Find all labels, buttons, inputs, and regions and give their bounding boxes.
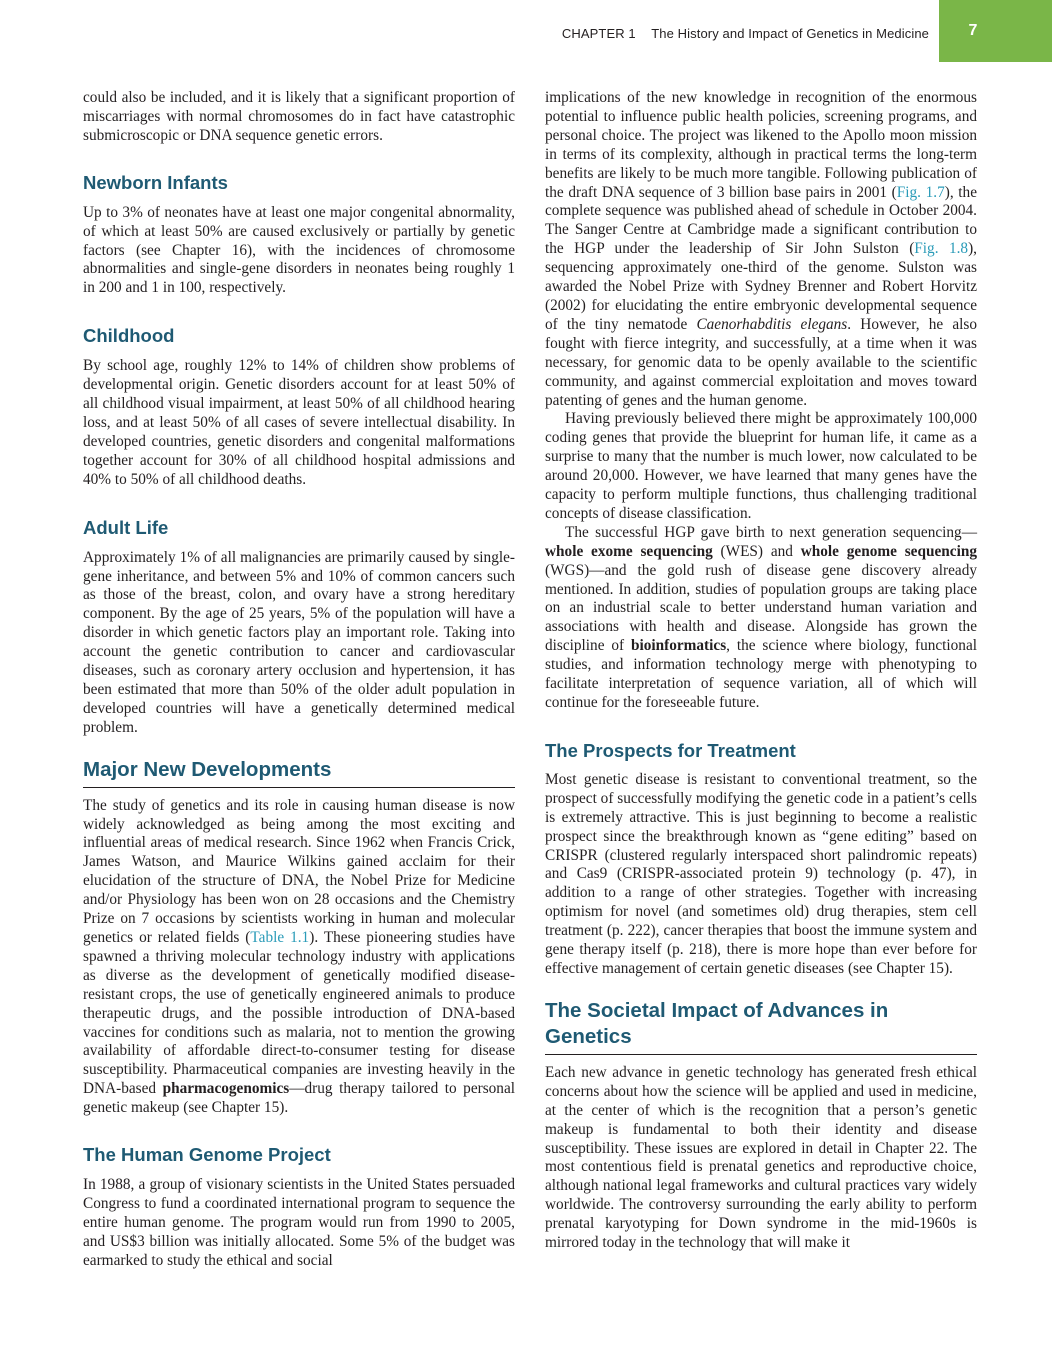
- hgp-text-b: ), the complete sequence was published ahead of schedule in October 2004. The Sanger Centre at Cambridge made a significant contribution to the HGP under the leadership of Sir John Sulston (: [545, 183, 977, 258]
- chapter-label: CHAPTER 1: [561, 26, 636, 41]
- page-number-box: [939, 0, 1052, 62]
- chapter-title: The History and Impact of Genetics in Medicine: [651, 26, 929, 41]
- figure-1-7-link[interactable]: Fig. 1.7: [896, 183, 945, 201]
- hgp-continued-paragraph: [545, 89, 977, 410]
- seq-text-b: (WES) and: [712, 542, 801, 560]
- major-developments-paragraph: [83, 797, 515, 1118]
- childhood-heading: Childhood: [83, 325, 175, 347]
- newborn-paragraph: Up to 3% of neonates have at least one major congenital abnormality, of which at least 50% are caused exclusively or partially by genetic factors (see Chapter 16), with the incidences of chromosome abnormalities and single-gene disorders in neonates being roughly 1 in 200 and 1 in 100, respectively.: [83, 203, 515, 297]
- major-text-a: The study of genetics and its role in causing human disease is now widely acknowledged as being among the most exciting and influential areas of medical research. Since 1962 when Francis Crick, James Watson, and Maurice Wilkins gained acclaim for their elucidation of the structure of DNA, the Nobel Prize for Medicine and/or Physiology has been won on 28 occasions and the Chemistry Prize on 7 occasions by scientists working in human and molecular genetics or related fields (: [83, 796, 515, 946]
- seq-text-a: The successful HGP gave birth to next generation sequencing—: [565, 523, 977, 541]
- seq-text-d: , the science where biology, functional studies, and information technology merge with phenotyping to facilitate interpretation of sequence variation, all of which will continue for the foreseeable future.: [545, 637, 977, 711]
- term-bioinformatics: bioinformatics: [630, 637, 727, 655]
- term-whole-exome-sequencing: whole exome sequencing: [545, 542, 713, 560]
- left-column: [83, 89, 515, 1271]
- adult-heading: Adult Life: [83, 516, 169, 538]
- right-column: [545, 89, 977, 1253]
- term-whole-genome-sequencing: whole genome sequencing: [800, 542, 977, 560]
- chapter-header: [562, 26, 929, 41]
- prospects-paragraph: Most genetic disease is resistant to conventional treatment, so the prospect of successfully modifying the genetic code in a patient’s cells is extremely attractive. This is just beginning to become a realistic prospect since the breakthrough known as “gene editing” based on CRISPR (clustered regularly interspaced short palindromic repeats) and Cas9 (CRISPR-associated protein 9) technology (p. 47), in addition to a range of other strategies. Together with increasing optimism for novel (and sometimes old) drug therapies, stem cell treatment (p. 222), cancer therapies that boost the immune system and gene therapy itself (p. 218), there is more hope than ever before for effective management of certain genetic diseases (see Chapter 15).: [545, 770, 977, 977]
- table-reference-link[interactable]: Table 1.1: [250, 929, 310, 946]
- societal-impact-heading: The Societal Impact of Advances in Genetics: [545, 998, 977, 1055]
- societal-impact-paragraph: Each new advance in genetic technology has generated fresh ethical concerns about how the science will be applied and used in medicine, at the center of which is the recognition that a person’s genetic makeup is fundamental to both their identity and disease susceptibility. These issues are explored in detail in Chapter 22. The most contentious field is prenatal genetics and reproductive choice, although national legal frameworks and cultural practices vary widely worldwide. The controversy surrounding the early ability to perform prenatal karyotyping for Down syndrome in the mid-1960s is mirrored today in the technology that will make it: [545, 1063, 977, 1252]
- sequencing-paragraph: [545, 524, 977, 713]
- hgp-text-c: ), sequencing approximately one-third of the genome. Sulston was awarded the Nobel Prize with Sydney Brenner and Robert Horvitz (2002) for elucidating the entire embryonic developmental sequence of the tiny nematode: [545, 240, 977, 333]
- intro-paragraph: could also be included, and it is likely that a significant proportion of miscarriages with normal chromosomes do in fact have catastrophic submicroscopic or DNA sequence genetic errors.: [83, 89, 515, 144]
- newborn-heading: Newborn Infants: [83, 171, 228, 193]
- coding-genes-paragraph: Having previously believed there might be approximately 100,000 coding genes that provide the blueprint for human life, it came as a surprise to many that the number is much lower, now calculated to be around 20,000. However, we have learned that many genes have the capacity to perform multiple functions, thus challenging traditional concepts of disease classification.: [545, 410, 977, 522]
- hgp-text-a: implications of the new knowledge in recognition of the enormous potential to influence public health policies, screening programs, and personal choice. The project was likened to the Apollo moon mission in terms of its complexity, although in practical terms the long-term benefits are likely to be much more tangible. Following publication of the draft DNA sequence of 3 billion base pairs in 2001 (: [545, 89, 977, 201]
- major-text-c: —drug therapy tailored to personal genetic makeup (see Chapter 15).: [83, 1080, 515, 1117]
- human-genome-project-paragraph: In 1988, a group of visionary scientists in the United States persuaded Congress to fund a coordinated international program to sequence the entire human genome. The program would run from 1990 to 2005, and US$3 billion was initially allocated. Some 5% of the budget was earmarked to study the ethical and social: [83, 1176, 515, 1269]
- childhood-paragraph: By school age, roughly 12% to 14% of children show problems of developmental origin. Genetic disorders account for at least 50% of all childhood visual impairment, at least 50% of all childhood hearing loss, and at least 50% of all cases of severe intellectual disability. In developed countries, genetic disorders and congenital malformations together account for 30% of all childhood hospital admissions and 40% to 50% of all childhood deaths.: [83, 357, 515, 488]
- term-pharmacogenomics: pharmacogenomics: [162, 1080, 290, 1098]
- human-genome-project-heading: The Human Genome Project: [83, 1144, 331, 1166]
- species-name: Caenorhabditis elegans: [696, 315, 848, 333]
- hgp-text-d: . However, he also fought with fierce integrity, and successfully, at a time when it was necessary, for genomic data to be openly available to the scientific community, and against commercial exploitation and moves toward patenting of genes and the human genome.: [545, 315, 977, 409]
- page-number: 7: [968, 22, 978, 39]
- prospects-heading: The Prospects for Treatment: [545, 739, 796, 761]
- seq-text-c: (WGS)—and the gold rush of disease gene discovery already mentioned. In addition, studies of population groups are taking place on an industrial scale to better understand human variation and associations with health and disease. Alongside has grown the discipline of: [545, 561, 977, 655]
- running-header: [0, 0, 1052, 62]
- major-developments-heading: Major New Developments: [83, 757, 515, 788]
- major-text-b: ). These pioneering studies have spawned a thriving molecular technology industry with applications as diverse as the development of genetically modified disease-resistant crops, the use of genetically engineered animals to produce therapeutic drugs, and the possible introduction of DNA-based vaccines for conditions such as malaria, not to mention the growing availability of affordable direct-to-consumer testing for disease susceptibility. Pharmaceutical companies are investing heavily in the DNA-based: [83, 929, 515, 1098]
- adult-paragraph: Approximately 1% of all malignancies are primarily caused by single-gene inheritance, and between 5% and 10% of common cancers such as those of the breast, colon, and ovary have a strong hereditary component. By the age of 25 years, 5% of the population will have a disorder in which genetic factors play an important role. Taking into account the genetic contribution to cancer and cardiovascular diseases, such as coronary artery occlusion and hypertension, it has been estimated that more than 50% of the older adult population in developed countries will have a genetically determined medical problem.: [83, 548, 515, 736]
- figure-1-8-link[interactable]: Fig. 1.8: [914, 240, 969, 258]
